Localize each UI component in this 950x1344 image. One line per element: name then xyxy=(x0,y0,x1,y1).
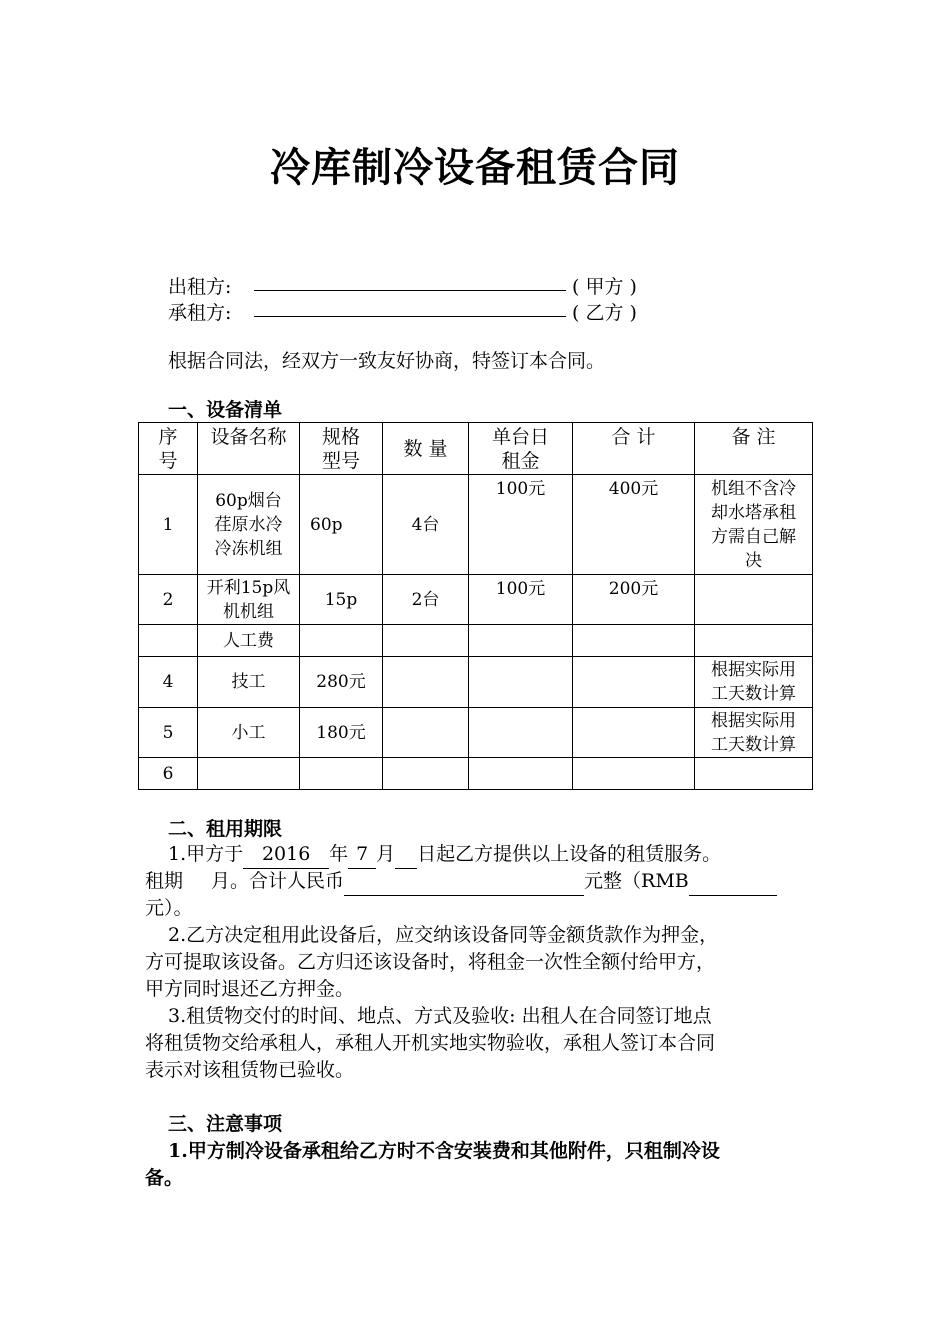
cell-qty xyxy=(383,657,469,708)
cell-qty xyxy=(383,758,469,790)
cell-qty xyxy=(383,708,469,758)
cell-qty: 4台 xyxy=(383,475,469,575)
cell-spec: 280元 xyxy=(300,657,383,708)
rmb-blank xyxy=(689,868,777,896)
section2-item1-line2: 租期 月。合计人民币 元整（RMB xyxy=(145,868,777,896)
intro-paragraph: 根据合同法，经双方一致友好协商，特签订本合同。 xyxy=(168,350,606,372)
cell-price xyxy=(469,657,573,708)
cell-spec xyxy=(300,625,383,657)
cell-total xyxy=(573,657,695,708)
section2-item3-line1: 3.租赁物交付的时间、地点、方式及验收: 出租人在合同签订地点 xyxy=(168,1005,712,1027)
header-qty: 数 量 xyxy=(383,423,469,475)
lessee-blank xyxy=(254,298,566,317)
cell-name: 人工费 xyxy=(198,625,300,657)
section2-item2-line3: 甲方同时退还乙方押金。 xyxy=(145,978,355,1000)
cell-price: 100元 xyxy=(469,475,573,575)
cell-note: 机组不含冷却水塔承租方需自己解决 xyxy=(695,475,813,575)
day-blank xyxy=(395,841,417,869)
document-title: 冷库制冷设备租赁合同 xyxy=(270,144,680,191)
section2-item3-line3: 表示对该租赁物已验收。 xyxy=(145,1059,355,1081)
cell-spec: 180元 xyxy=(300,708,383,758)
cell-total xyxy=(573,625,695,657)
section3-item1-line2: 备。 xyxy=(145,1167,184,1189)
month-blank: 7 xyxy=(348,841,376,869)
lessee-tag: ( 乙方 ) xyxy=(572,302,637,324)
cell-no: 2 xyxy=(139,575,198,625)
section3-heading: 三、注意事项 xyxy=(168,1113,283,1135)
section1-heading: 一、设备清单 xyxy=(168,399,283,421)
table-row xyxy=(139,625,813,657)
lessor-blank xyxy=(254,272,566,291)
table-header-row xyxy=(139,423,813,475)
cell-note xyxy=(695,625,813,657)
cell-price xyxy=(469,625,573,657)
header-spec: 规格型号 xyxy=(300,423,383,475)
table-row xyxy=(139,758,813,790)
cell-no: 5 xyxy=(139,708,198,758)
amount-blank xyxy=(344,868,584,896)
cell-price xyxy=(469,708,573,758)
table-row xyxy=(139,475,813,575)
equipment-table xyxy=(138,422,813,790)
section2-item1-line3: 元）。 xyxy=(145,897,193,919)
section2-heading: 二、租用期限 xyxy=(168,818,283,840)
cell-note xyxy=(695,575,813,625)
year-blank: 2016 xyxy=(243,841,329,869)
cell-no: 4 xyxy=(139,657,198,708)
cell-price: 100元 xyxy=(469,575,573,625)
header-price: 单台日租金 xyxy=(469,423,573,475)
cell-spec: 60p xyxy=(300,475,383,575)
cell-name: 60p烟台荏原水冷冷冻机组 xyxy=(198,475,300,575)
cell-name: 开利15p风机机组 xyxy=(198,575,300,625)
cell-spec xyxy=(300,758,383,790)
section2-item1-line1: 1.甲方于 2016 年 7 月 日起乙方提供以上设备的租赁服务。 xyxy=(168,841,721,869)
cell-no xyxy=(139,625,198,657)
table-row xyxy=(139,657,813,708)
cell-price xyxy=(469,758,573,790)
header-no: 序号 xyxy=(139,423,198,475)
cell-spec: 15p xyxy=(300,575,383,625)
section2-item3-line2: 将租赁物交给承租人，承租人开机实地实物验收，承租人签订本合同 xyxy=(145,1032,716,1054)
lessor-tag: ( 甲方 ) xyxy=(572,276,637,298)
lessee-line xyxy=(168,298,637,324)
lessor-label: 出租方: xyxy=(168,276,232,298)
cell-total xyxy=(573,708,695,758)
cell-name: 技工 xyxy=(198,657,300,708)
cell-total xyxy=(573,758,695,790)
cell-note xyxy=(695,758,813,790)
cell-qty xyxy=(383,625,469,657)
cell-note: 根据实际用工天数计算 xyxy=(695,708,813,758)
table-row xyxy=(139,575,813,625)
cell-qty: 2台 xyxy=(383,575,469,625)
header-total: 合 计 xyxy=(573,423,695,475)
cell-note: 根据实际用工天数计算 xyxy=(695,657,813,708)
lessor-line xyxy=(168,272,637,298)
section2-item2-line1: 2.乙方决定租用此设备后，应交纳该设备同等金额货款作为押金， xyxy=(168,924,719,946)
cell-total: 200元 xyxy=(573,575,695,625)
cell-no: 1 xyxy=(139,475,198,575)
table-row xyxy=(139,708,813,758)
lessee-label: 承租方: xyxy=(168,302,232,324)
cell-name xyxy=(198,758,300,790)
section2-item2-line2: 方可提取该设备。乙方归还该设备时，将租金一次性全额付给甲方， xyxy=(145,951,716,973)
section3-item1-line1: 1.甲方制冷设备承租给乙方时不含安装费和其他附件，只租制冷设 xyxy=(168,1140,720,1162)
cell-total: 400元 xyxy=(573,475,695,575)
cell-name: 小工 xyxy=(198,708,300,758)
header-note: 备 注 xyxy=(695,423,813,475)
header-name: 设备名称 xyxy=(198,423,300,475)
cell-no: 6 xyxy=(139,758,198,790)
